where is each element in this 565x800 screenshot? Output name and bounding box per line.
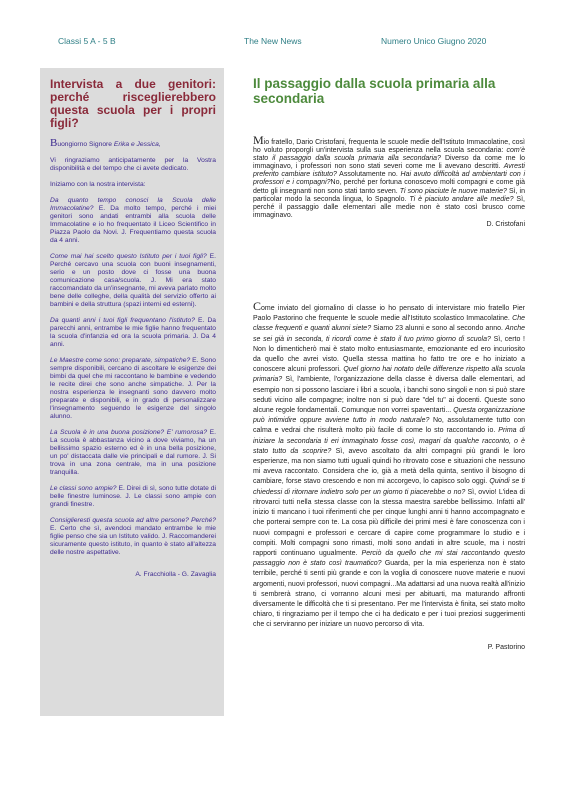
article-1-question: Avresti preferito cambiare istituto? xyxy=(253,163,525,179)
article-2-question: Quindi se ti chiedessi di ritornare indietro solo per un giorno ti piacerebbe o no? xyxy=(253,478,525,496)
article-2-text: Siamo 23 alunni e sono al secondo anno. xyxy=(371,325,506,333)
question-7: Consiglieresti questa scuola ad altre persone? Perché? xyxy=(50,517,216,524)
article-1-question: com'è stato il passaggio dalla scuola primaria alla secondaria? xyxy=(253,147,525,163)
article-2-question: Quel giorno hai notato delle differenze rispetto alla scuola primaria? xyxy=(253,366,525,384)
qa-block-5 xyxy=(50,429,216,477)
question-2: Come mai hai scelto questo Istituto per i tuoi figli? xyxy=(50,253,207,260)
question-1: Da quanto tempo conosci la Scuola delle Immacolatine? xyxy=(50,197,216,212)
article-2-question: Perciò da quello che mi stai raccontando questo passaggio non è stato così traumatico? xyxy=(253,549,525,568)
sidebar-start: Iniziamo con la nostra intervista: xyxy=(50,181,146,188)
article-1-text: io fratello, Dario Cristofani, frequenta le scuole medie dell'Istituto Immacolatine, così ho voluto proporgli un'intervista sulla sua esperienza nella scuola secondaria: xyxy=(253,139,525,155)
sidebar-greeting xyxy=(50,139,216,149)
answer-3: E. Da parecchi anni, entrambe le mie figlie hanno frequentato la scuola d'infanzia ed ora la scuola primaria. J. Da 4 anni. xyxy=(50,317,216,348)
qa-block-3 xyxy=(50,317,216,349)
article-2-question: Prima di iniziare la secondaria ti eri immaginato fosse così, magari da qualche racconto, o è stato tutto da scoprire? xyxy=(253,427,525,455)
article-2-text: ome inviato del giornalino di classe io ho pensato di intervistare mio fratello Pier Paolo Pastorino che frequente le scuole medie all'Istituto scolastico Immacolatine. xyxy=(253,305,525,323)
article-1-text: Diverso da come me lo immaginavo, i professori non sono stati severi come me li avevano descritti. xyxy=(253,155,525,171)
article-2 xyxy=(253,301,525,653)
article-2-question: Anche se sei già in seconda, ti ricordi come è stato il tuo primo giorno di scuola? xyxy=(253,325,525,343)
qa-block-2 xyxy=(50,253,216,309)
article-1 xyxy=(253,133,525,229)
answer-7: E. Certo che sì, avendoci mandato entrambe le mie figlie penso che sia un Istituto valido. J. Raccomanderei sicuramente questo istituto, in quanto è stato all'altezza delle nostre aspettative. xyxy=(50,525,216,556)
article-1-question: Ti è piaciuto andare alle medie? xyxy=(409,195,514,203)
greeting-initial: B xyxy=(50,137,58,149)
article-2-text: Sì, avevo ascoltato da altri compagni più grandi le loro esperienze, ma non siamo tutti uguali quindi ho ritrovato cose e situazioni che nessuno mi aveva raccontato. Considera che io, già a metà della quinta, sentivo il bisogno di cambiare, forse stavo crescendo e non mi accorgevo, lo capisco solo oggi. xyxy=(253,447,525,486)
article-title: Il passaggio dalla scuola primaria alla secondaria xyxy=(253,76,496,106)
article-1-text: No, perché per fortuna conoscevo molti compagni e come già detto gli insegnanti non sono stati tanto seven. xyxy=(253,179,525,195)
sidebar-signature: A. Fracchiolla - G. Zavaglia xyxy=(135,571,216,578)
interview-sidebar xyxy=(40,68,224,716)
question-6: Le classi sono ampie? xyxy=(50,485,117,492)
question-4: Le Maestre come sono: preparate, simpatiche? xyxy=(50,357,191,364)
article-2-signature: P. Pastorino xyxy=(487,643,525,651)
question-3: Da quanti anni i tuoi figli frequentano l'istituto? xyxy=(50,317,195,324)
article-2-text: No, assolutamente tutto con calma e vedrai che risulterà molto più facile di come lo sto raccontando io. xyxy=(253,417,526,435)
sidebar-title: Intervista a due genitori: perché risceglierebbero questa scuola per i propri figli? xyxy=(50,77,216,130)
answer-5: E. La scuola è abbastanza vicino a dove viviamo, ha un bellissimo spazio esterno ed è in una bella posizione, un po' distaccata dalle vie principali e dal rumore. J. Si trova in una zona centrale, ma in una posizione tranquilla. xyxy=(50,429,216,476)
question-5: La Scuola è in una buona posizione? E' rumorosa? xyxy=(50,429,208,436)
answer-6: E. Direi di sì, sono tutte dotate di belle finestre luminose. J. Le classi sono ampie con grandi finestre. xyxy=(50,485,216,508)
qa-block-6 xyxy=(50,485,216,509)
main-column xyxy=(253,76,525,653)
qa-block-1 xyxy=(50,197,216,245)
article-2-question: Questa organizzazione può intimidire oppure avviene tutto in modo naturale? xyxy=(253,407,525,425)
header-issue: Numero Unico Giugno 2020 xyxy=(381,36,487,46)
article-1-signature: D. Cristofani xyxy=(486,220,525,228)
header-classes: Classi 5 A - 5 B xyxy=(58,36,116,46)
article-2-text: Guarda, per la mia esperienza non è stato terribile, perché ti senti più grande e con la voglia di conoscere nuove materie e nuovi argomenti, nuovi professori, nuovi compagni...Ma adattarsi ad una nuova realtà all'inizio ti sembrerà strano, ci vorranno alcuni mesi per abituarti, ma maturando affronti diversamente le difficoltà che ti si presentano. Per me l'intervista è finita, sei stato molto chiaro, ti ringraziamo per il tempo che ci ha dedicato e per i tuoi preziosi suggerimenti che ci serviranno per iniziare un nuovo percorso di vita. xyxy=(253,560,525,629)
greeting-names: Erika e Jessica, xyxy=(113,141,161,148)
article-2-initial: C xyxy=(253,299,262,314)
answer-1: E. Da molto tempo, perché i miei genitori sono andati entrambi alla scuola delle Immacolatine e io ho frequentato il Liceo Scientifico in Piazza Paolo da Novi. J. Frequentiamo questa scuola da 4 anni. xyxy=(50,205,216,244)
article-2-text: Sì, ovvio! L'idea di ritrovarci tutti nella stessa classe con la stessa maestra sarebbe bellissimo. Infatti all' inizio ti mancano i tuoi riferimenti che per cinque lunghi anni ti hanno accompagnato e che porterai sempre con te. La cosa più difficile dei primi mesi è fare conoscenza con i nuovi compagni e professori e cercare di capire come programmare lo studio e i compiti. Molti compagni sono rimasti, molti sono andati in altre scuole, ma i nostri rapporti continuano ugualmente. xyxy=(253,488,525,557)
article-1-text: Sì, perché il passaggio dalle elementari alle medie non è stato così brusco come immaginavo. xyxy=(253,195,525,219)
article-2-question: Che classe frequenti e quanti alunni siete? xyxy=(253,315,525,333)
article-2-body xyxy=(253,301,525,631)
sidebar-intro: Vi ringraziamo anticipatamente per la Vostra disponibilità e del tempo che ci avete dedicato. xyxy=(50,157,216,172)
article-1-question: Hai avuto difficoltà ad ambientarti con i professori e i compagni? xyxy=(253,171,525,187)
article-1-question: Ti sono piaciute le nuove materie? xyxy=(399,187,507,195)
page-header xyxy=(0,36,565,50)
article-1-text: Sì, in particolar modo la seconda lingua, lo Spagnolo. xyxy=(253,187,525,203)
answer-4: E. Sono sempre disponibili, cercano di ascoltare le esigenze dei bimbi da quel che mi raccontano le bambine e vedendo le recite direi che sono anche simpatiche. J. Per la nostra esperienza le insegnanti sono davvero molto preparate e disponibili, e in grado di personalizzare l'insegnamento seguendo le esigenze del singolo alunno. xyxy=(50,357,216,420)
article-2-text: Sì, l'ambiente, l'organizzazione della classe è diversa dalle elementari, ad esempio non si possono lasciare i libri a scuola, i banchi sono singoli e non si può stare seduti vicino alle compagne; inoltre non si può dare "del tu" ai docenti. Queste sono alcune regole fondamentali. Comunque non vorrei spaventarti... xyxy=(253,376,525,415)
qa-block-4 xyxy=(50,357,216,421)
greeting-text: uongiorno Signore xyxy=(57,141,114,148)
article-1-body xyxy=(253,133,525,220)
article-1-text: Assolutamente no. xyxy=(336,171,401,179)
qa-block-7 xyxy=(50,517,216,557)
answer-2: E. Perché cercavo una scuola con buoni insegnamenti, serio e un posto dove ci fosse una buona comunicazione casa/scuola. J. Mi era stato raccomandato da un'insegnante, mi aveva parlato molto bene delle colleghe, della qualità del servizio offerto ai bambini e della struttura (spazi interni ed esterni). xyxy=(50,253,216,308)
article-1-initial: M xyxy=(253,133,264,147)
header-newspaper-name: The New News xyxy=(244,36,302,46)
article-2-text: Sì, certo ! Non lo dimenticherò mai è stato molto entusiasmante, emozionante ed ero incuriosito da quello che avrei visto. Quella stessa mattina ho fatto tre ore e ho iniziato a conoscere alcuni professori. xyxy=(253,335,525,374)
